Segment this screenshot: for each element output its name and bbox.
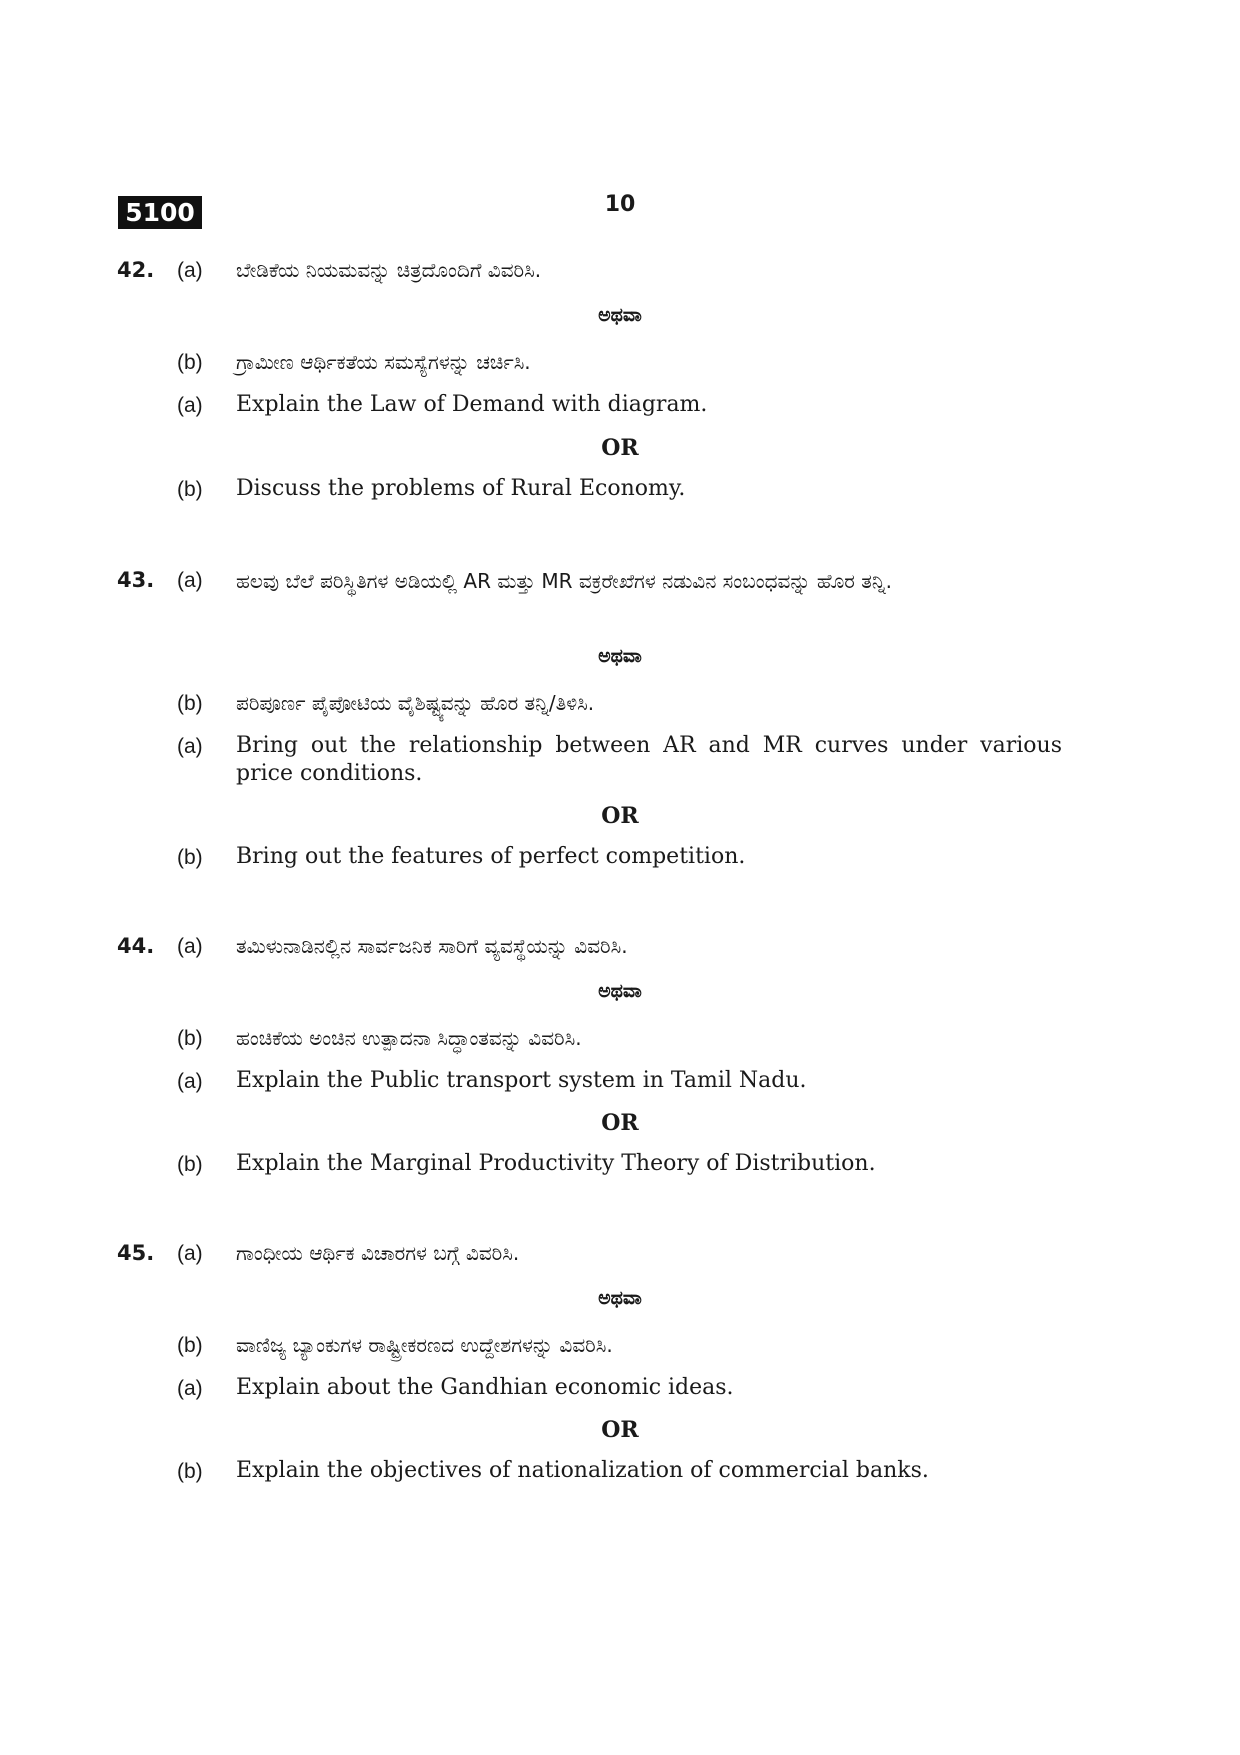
english-or-separator: OR — [601, 803, 639, 829]
english-or-separator: OR — [601, 1110, 639, 1136]
kannada-option-a: ಗಾಂಧೀಯ ಆರ್ಥಿಕ ವಿಚಾರಗಳ ಬಗ್ಗೆ ವಿವರಿಸಿ. — [236, 1241, 520, 1265]
option-label-b: (b) — [177, 1334, 203, 1357]
kannada-option-b: ಪರಿಪೂರ್ಣ ಪೈಪೋಟಿಯ ವೈಶಿಷ್ಟ್ಯವನ್ನು ಹೊರ ತನ್ನಿ/ತಿಳಿಸಿ. — [236, 691, 595, 715]
option-label-b: (b) — [177, 692, 203, 715]
kannada-or-separator: ಅಥವಾ — [598, 1287, 642, 1309]
option-label-a: (a) — [177, 259, 203, 282]
option-label-a: (a) — [177, 735, 203, 758]
option-label-b: (b) — [177, 1027, 203, 1050]
option-label-b: (b) — [177, 846, 203, 869]
option-label-a: (a) — [177, 1377, 203, 1400]
kannada-option-a: ಹಲವು ಬೆಲೆ ಪರಿಸ್ಥಿತಿಗಳ ಅಡಿಯಲ್ಲಿ AR ಮತ್ತು MR ವಕ್ರರೇಖೆಗಳ ನಡುವಿನ ಸಂಬಂಧವನ್ನು ಹೊರ ತನ್ನಿ. — [236, 569, 892, 593]
kannada-option-a: ಬೇಡಿಕೆಯ ನಿಯಮವನ್ನು ಚಿತ್ರದೊಂದಿಗೆ ವಿವರಿಸಿ. — [236, 258, 542, 282]
option-label-b: (b) — [177, 351, 203, 374]
paper-code-badge: 5100 — [118, 196, 202, 229]
option-label-a: (a) — [177, 394, 203, 417]
english-option-a: Explain the Law of Demand with diagram. — [236, 392, 708, 417]
english-option-a: Explain about the Gandhian economic ideas. — [236, 1375, 734, 1400]
option-label-a: (a) — [177, 1242, 203, 1265]
kannada-option-b: ಹಂಚಿಕೆಯ ಅಂಚಿನ ಉತ್ಪಾದನಾ ಸಿದ್ಧಾಂತವನ್ನು ವಿವರಿಸಿ. — [236, 1026, 582, 1050]
option-label-a: (a) — [177, 569, 203, 592]
option-label-a: (a) — [177, 1070, 203, 1093]
kannada-option-b: ವಾಣಿಜ್ಯ ಬ್ಯಾಂಕುಗಳ ರಾಷ್ಟ್ರೀಕರಣದ ಉದ್ದೇಶಗಳನ್ನು ವಿವರಿಸಿ. — [236, 1333, 613, 1357]
question-number: 43. — [117, 568, 155, 592]
kannada-or-separator: ಅಥವಾ — [598, 980, 642, 1002]
english-option-b: Explain the objectives of nationalization of commercial banks. — [236, 1458, 929, 1483]
option-label-b: (b) — [177, 478, 203, 501]
question-number: 45. — [117, 1241, 155, 1265]
kannada-option-b: ಗ್ರಾಮೀಣ ಆರ್ಥಿಕತೆಯ ಸಮಸ್ಯೆಗಳನ್ನು ಚರ್ಚಿಸಿ. — [236, 350, 531, 374]
option-label-b: (b) — [177, 1153, 203, 1176]
kannada-or-separator: ಅಥವಾ — [598, 645, 642, 667]
english-option-a: Bring out the relationship between AR and MR curves under various price conditions. — [236, 733, 1062, 786]
english-or-separator: OR — [601, 1417, 639, 1443]
kannada-option-a: ತಮಿಳುನಾಡಿನಲ್ಲಿನ ಸಾರ್ವಜನಿಕ ಸಾರಿಗೆ ವ್ಯವಸ್ಥೆಯನ್ನು ವಿವರಿಸಿ. — [236, 934, 628, 958]
english-option-b: Bring out the features of perfect competition. — [236, 844, 746, 869]
question-number: 42. — [117, 258, 155, 282]
english-option-b: Explain the Marginal Productivity Theory of Distribution. — [236, 1151, 876, 1176]
page-number: 10 — [604, 192, 636, 217]
english-option-b: Discuss the problems of Rural Economy. — [236, 476, 686, 501]
kannada-or-separator: ಅಥವಾ — [598, 304, 642, 326]
question-number: 44. — [117, 934, 155, 958]
option-label-a: (a) — [177, 935, 203, 958]
option-label-b: (b) — [177, 1460, 203, 1483]
english-option-a: Explain the Public transport system in Tamil Nadu. — [236, 1068, 807, 1093]
english-or-separator: OR — [601, 435, 639, 461]
